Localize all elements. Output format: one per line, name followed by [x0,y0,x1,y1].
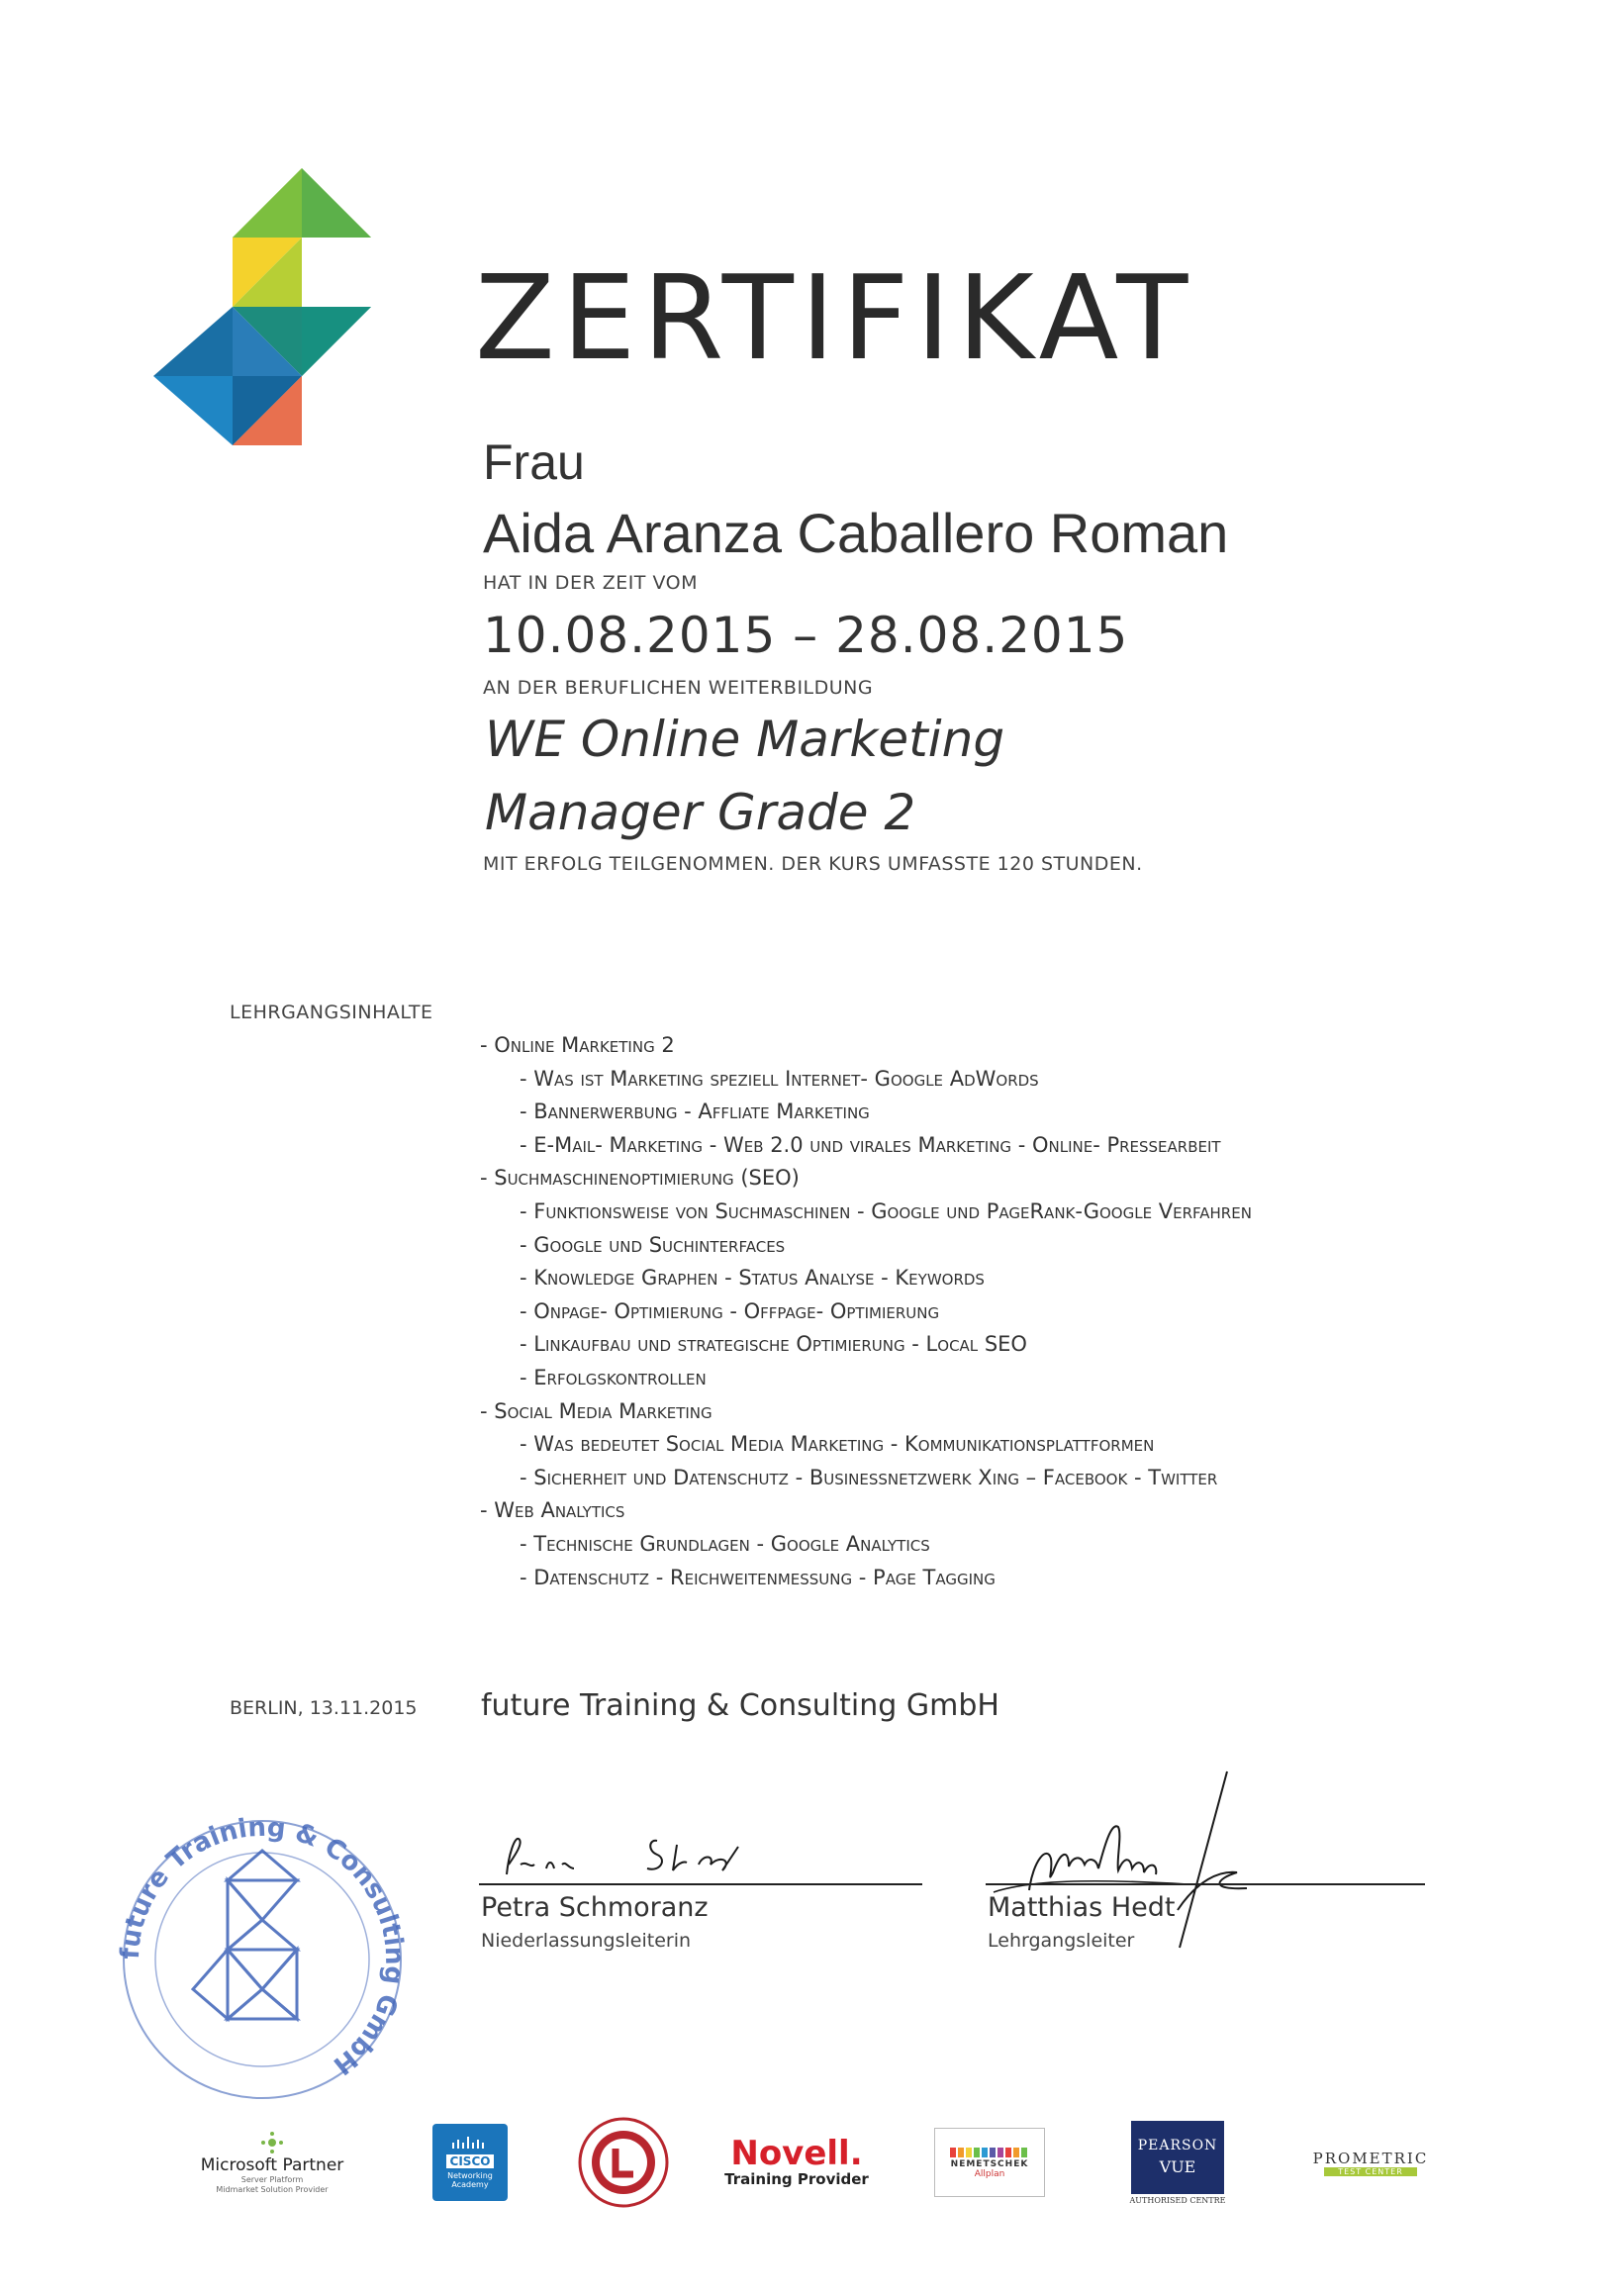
period-dates: 10.08.2015 – 28.08.2015 [483,607,1129,664]
nemetschek-name: NEMETSCHEK [950,2159,1029,2169]
course-label: AN DER BERUFLICHEN WEITERBILDUNG [483,677,874,699]
signatory2-role: Lehrgangsleiter [988,1930,1135,1952]
cisco-bars-icon [450,2137,490,2151]
company-logo [153,168,411,465]
course-title-line2: Manager Grade 2 [485,784,916,841]
pearson-vue-logo [1098,2098,1257,2227]
contents-line: - Suchmaschinenoptimierung (SEO) [480,1166,800,1191]
pearson-name: PEARSON [1137,2138,1218,2153]
contents-line: - Sicherheit und Datenschutz - Businessnetzwerk Xing – Facebook - Twitter [520,1465,1218,1489]
signatory2-name: Matthias Hedt [988,1892,1176,1923]
novell-logo [703,2098,891,2227]
certificate-title: ZERTIFIKAT [475,249,1195,386]
recipient-name: Aida Aranza Caballero Roman [483,502,1229,564]
microsoft-name: Microsoft [200,2155,278,2175]
contents-line: - Knowledge Graphen - Status Analyse - Keywords [520,1266,985,1291]
lpi-logo [554,2098,693,2227]
cisco-name: CISCO [446,2154,495,2168]
nemetschek-sub: Allplan [974,2169,1005,2179]
contents-line: - E-Mail- Marketing - Web 2.0 und virales Marketing - Online- Pressearbeit [520,1132,1221,1157]
contents-line: - Online Marketing 2 [480,1033,675,1057]
contents-line: - Bannerwerbung - Affliate Marketing [520,1100,870,1124]
company-name: future Training & Consulting GmbH [481,1688,999,1723]
contents-line: - Erfolgskontrollen [520,1365,707,1389]
contents-line: - Linkaufbau und strategische Optimierung - Local SEO [520,1332,1027,1357]
stamp-text: future Training & Consulting GmbH [115,1812,410,2080]
contents-line: - Datenschutz - Reichweitenmessung - Page Tagging [520,1565,996,1589]
partner-logos [148,2098,1455,2227]
microsoft-sub2: Midmarket Solution Provider [216,2185,329,2194]
contents-line: - Google und Suchinterfaces [520,1232,786,1257]
nemetschek-logo [910,2098,1069,2227]
signature-line-1 [479,1883,922,1885]
pearson-vue: VUE [1159,2157,1196,2176]
cisco-sub: Networking Academy [447,2170,493,2189]
contents-line: - Technische Grundlagen - Google Analytics [520,1531,930,1556]
period-label: HAT IN DER ZEIT VOM [483,572,698,594]
recipient-salutation: Frau [483,434,585,490]
signature-line-2 [986,1883,1425,1885]
microsoft-sparkle-icon [259,2130,285,2155]
course-result: MIT ERFOLG TEILGENOMMEN. DER KURS UMFASSTE 120 STUNDEN. [483,853,1143,875]
lpi-seal-icon [578,2117,669,2208]
contents-line: - Onpage- Optimierung - Offpage- Optimierung [520,1298,940,1323]
contents-line: - Was ist Marketing speziell Internet- Google AdWords [520,1066,1039,1091]
contents-line: - Funktionsweise von Suchmaschinen - Google und PageRank-Google Verfahren [520,1198,1252,1223]
signatory1-name: Petra Schmoranz [481,1892,709,1923]
course-contents-list [480,1029,1529,1594]
novell-name: Novell. [730,2134,863,2173]
microsoft-suffix: Partner [277,2155,344,2175]
prometric-logo [1286,2098,1455,2227]
novell-sub: Training Provider [724,2170,869,2188]
nemetschek-bars-icon [950,2146,1029,2159]
contents-line: - Web Analytics [480,1498,625,1523]
course-title-line1: WE Online Marketing [485,711,1005,768]
microsoft-sub1: Server Platform [240,2175,304,2184]
contents-line: - Social Media Marketing [480,1398,712,1423]
signature-petra-schmoranz [479,1825,924,1884]
cisco-logo [401,2098,539,2227]
prometric-name: PROMETRIC [1312,2149,1429,2167]
contents-line: - Was bedeutet Social Media Marketing - Kommunikationsplattformen [520,1432,1155,1457]
prometric-sub: TEST CENTER [1324,2167,1417,2176]
place-date: BERLIN, 13.11.2015 [230,1697,418,1719]
contents-label: LEHRGANGSINHALTE [230,1002,433,1023]
signatory1-role: Niederlassungsleiterin [481,1930,692,1952]
pearson-sub: AUTHORISED CENTRE [1129,2195,1226,2205]
company-stamp [99,1811,426,2108]
microsoft-partner-logo [148,2098,396,2227]
